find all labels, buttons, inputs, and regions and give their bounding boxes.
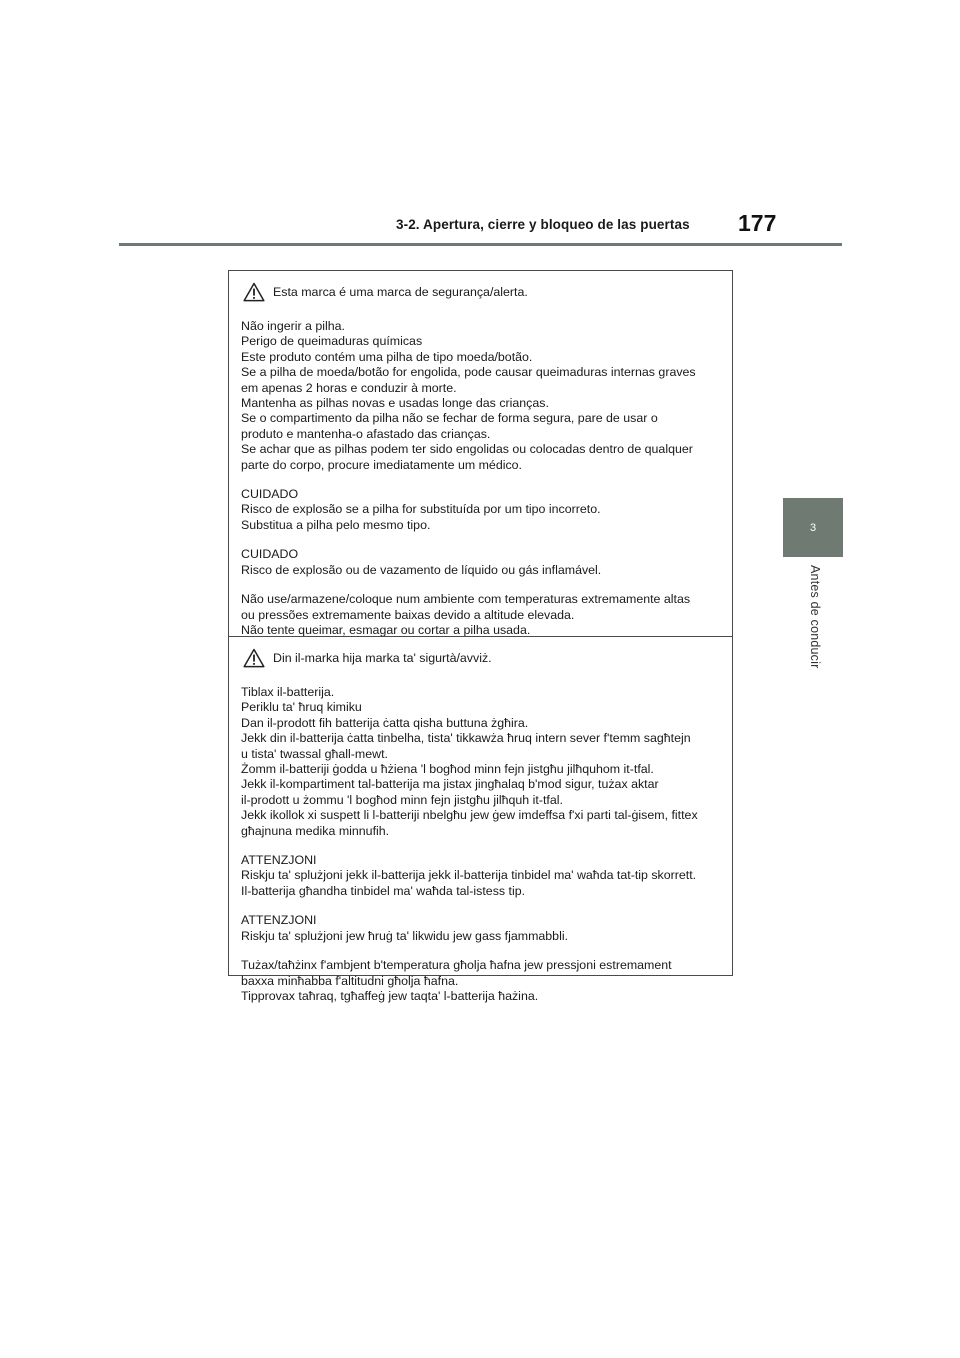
notice-line: produto e mantenha-o afastado das crianças. [241, 426, 491, 441]
notice-line: ou pressões extremamente baixas devido a altitude elevada. [241, 607, 575, 622]
notice-paragraph [241, 592, 722, 638]
notice-line: Tipprovax taħraq, tgħaffeġ jew taqta' l-batterija ħażina. [241, 988, 539, 1003]
notice-section-maltese [229, 636, 732, 1003]
notice-line: Este produto contém uma pilha de tipo moeda/botão. [241, 349, 533, 364]
notice-line: Jekk il-kompartiment tal-batterija ma jistax jingħalaq b'mod sigur, tużax aktar [241, 777, 659, 792]
notice-paragraph [241, 913, 722, 944]
warning-row [241, 279, 722, 305]
notice-line: Dan il-prodott fih batterija ċatta qisha buttuna żgħira. [241, 715, 529, 730]
battery-safety-notice [228, 270, 733, 1003]
notice-line: Se a pilha de moeda/botão for engolida, pode causar queimaduras internas graves [241, 365, 696, 380]
notice-paragraph [241, 547, 722, 578]
notice-line: ATTENZJONI [241, 853, 317, 868]
notice-line: parte do corpo, procure imediatamente um médico. [241, 457, 522, 472]
chapter-label: Antes de conducir [808, 565, 822, 669]
notice-line: Mantenha as pilhas novas e usadas longe das crianças. [241, 396, 549, 411]
notice-line: għajnuna medika minnufih. [241, 823, 390, 838]
section-header-title: 3-2. Apertura, cierre y bloqueo de las puertas [396, 217, 690, 232]
header-divider [119, 243, 842, 246]
notice-line: Tużax/taħżinx f'ambjent b'temperatura għolja ħafna jew pressjoni estremament [241, 958, 672, 973]
notice-line: Não tente queimar, esmagar ou cortar a pilha usada. [241, 622, 531, 637]
chapter-number: 3 [809, 521, 817, 534]
notice-line: CUIDADO [241, 547, 299, 562]
notice-line: Jekk din il-batterija ċatta tinbelha, tista' tikkawża ħruq intern sever f'temm sagħtejn [241, 731, 691, 746]
notice-line: Risco de explosão se a pilha for substituída por um tipo incorreto. [241, 502, 601, 517]
warning-row [241, 645, 722, 671]
notice-line: Jekk ikollok xi suspett li l-batteriji nbelgħu jew ġew imdeffsa f'xi parti tal-ġisem, fittex [241, 808, 698, 823]
notice-line: Risco de explosão ou de vazamento de líquido ou gás inflamável. [241, 562, 602, 577]
notice-line: Se o compartimento da pilha não se fechar de forma segura, pare de usar o [241, 411, 658, 426]
notice-paragraphs [241, 685, 722, 1004]
notice-line: u tista' twassal għall-mewt. [241, 746, 388, 761]
notice-line: il-prodott u żommu 'l bogħod minn fejn jistgħu jilħquh it-tfal. [241, 792, 563, 807]
notice-paragraph [241, 319, 722, 473]
chapter-tab [783, 498, 843, 557]
page-number: 177 [738, 210, 777, 236]
notice-line: CUIDADO [241, 487, 299, 502]
notice-line: Il-batterija għandha tinbidel ma' waħda tal-istess tip. [241, 883, 526, 898]
notice-line: em apenas 2 horas e conduzir à morte. [241, 380, 457, 395]
notice-paragraph [241, 853, 722, 899]
notice-paragraphs [241, 319, 722, 638]
notice-line: Riskju ta' splużjoni jekk il-batterija jekk il-batterija tinbidel ma' waħda tat-tip skorrett. [241, 868, 697, 883]
notice-line: baxxa minħabba f'altitudni għolja ħafna. [241, 973, 459, 988]
notice-line: Żomm il-batteriji ġodda u ħżiena 'l bogħod minn fejn jistgħu jilħquhom it-tfal. [241, 762, 654, 777]
notice-paragraph [241, 685, 722, 839]
notice-paragraph [241, 487, 722, 533]
warning-triangle-icon [243, 648, 265, 668]
notice-paragraph [241, 958, 722, 1004]
notice-line: Perigo de queimaduras químicas [241, 334, 423, 349]
notice-line: Não use/armazene/coloque num ambiente com temperaturas extremamente altas [241, 592, 691, 607]
notice-line: Substitua a pilha pelo mesmo tipo. [241, 517, 431, 532]
notice-section-portuguese [229, 271, 732, 636]
notice-line: Periklu ta' ħruq kimiku [241, 700, 362, 715]
notice-line: ATTENZJONI [241, 913, 317, 928]
warning-triangle-icon [243, 282, 265, 302]
warning-label: Esta marca é uma marca de segurança/alerta. [273, 285, 528, 299]
notice-line: Não ingerir a pilha. [241, 319, 346, 333]
notice-line: Riskju ta' splużjoni jew ħruġ ta' likwidu jew gass fjammabbli. [241, 928, 569, 943]
warning-label: Din il-marka hija marka ta' sigurtà/avviż. [273, 651, 492, 665]
notice-line: Tiblax il-batterija. [241, 685, 335, 699]
notice-line: Se achar que as pilhas podem ter sido engolidas ou colocadas dentro de qualquer [241, 442, 693, 457]
